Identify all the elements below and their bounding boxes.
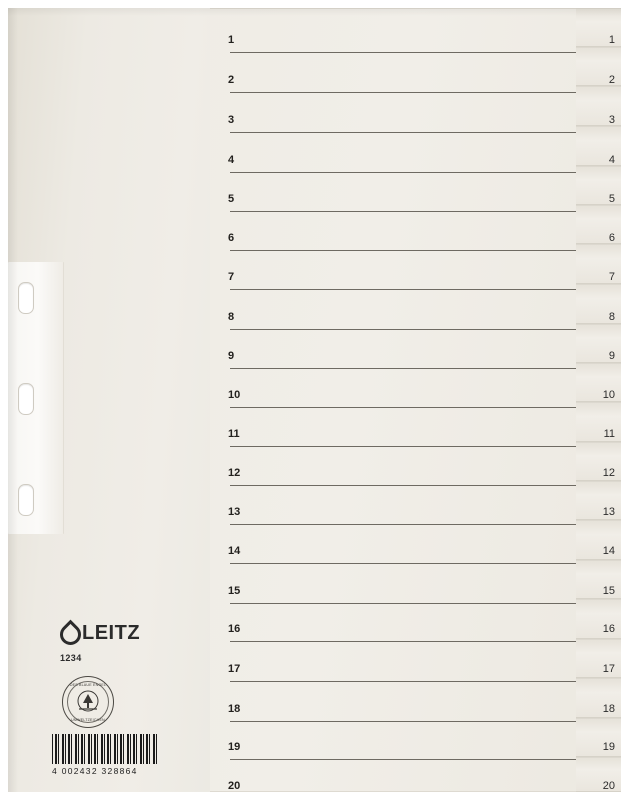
- rule-line: [230, 92, 576, 93]
- rule-line: [230, 721, 576, 722]
- rule-line: [230, 52, 576, 53]
- rule-number: 8: [228, 311, 235, 323]
- rule-number: 18: [228, 703, 241, 715]
- rule-number: 4: [228, 154, 235, 166]
- rule-line: [230, 407, 576, 408]
- top-edge-shading: [8, 8, 621, 16]
- rule-number: 6: [228, 232, 235, 244]
- rule-number: 12: [228, 467, 241, 479]
- seal-figure-icon: [75, 690, 101, 714]
- article-number: 1234: [60, 653, 82, 663]
- index-tab-label: 20: [602, 780, 615, 792]
- rule-line: [230, 759, 576, 760]
- barcode-icon: [52, 734, 157, 764]
- brand-block: [60, 622, 190, 663]
- rule-number: 13: [228, 506, 241, 518]
- index-tab-label: 3: [608, 114, 615, 126]
- punch-hole: [18, 282, 34, 314]
- rule-line: [230, 681, 576, 682]
- index-tab-label: 18: [602, 703, 615, 715]
- punch-hole: [18, 383, 34, 415]
- rule-line: [230, 524, 576, 525]
- rule-number: 3: [228, 114, 235, 126]
- leitz-swirl-icon: [56, 620, 86, 650]
- index-tab-label: 1: [608, 34, 615, 46]
- index-tab-label: 7: [608, 271, 615, 283]
- rule-number: 2: [228, 74, 235, 86]
- index-tab-label: 8: [608, 311, 615, 323]
- thumb-index-tab-column: [576, 8, 621, 792]
- index-tab-label: 16: [602, 623, 615, 635]
- rule-line: [230, 250, 576, 251]
- index-tab-label: 14: [602, 545, 615, 557]
- rule-number: 5: [228, 193, 235, 205]
- rule-line: [230, 485, 576, 486]
- index-tab-label: 6: [608, 232, 615, 244]
- brand-logo: [60, 622, 190, 645]
- rule-line: [230, 172, 576, 173]
- barcode-block: [52, 734, 157, 776]
- rule-number: 11: [228, 428, 240, 440]
- index-tab-label: 15: [602, 585, 615, 597]
- rule-line: [230, 641, 576, 642]
- rule-number: 7: [228, 271, 235, 283]
- rule-line: [230, 289, 576, 290]
- rule-line: [230, 603, 576, 604]
- rule-number: 1: [228, 34, 235, 46]
- index-tab-label: 10: [602, 389, 615, 401]
- index-tab-label: 4: [608, 154, 615, 166]
- seal-top-text: DES BLAUE ENGEL: [69, 683, 107, 687]
- brand-name: LEITZ: [82, 622, 141, 644]
- rule-line: [230, 329, 576, 330]
- punch-hole: [18, 484, 34, 516]
- rule-number: 19: [228, 741, 241, 753]
- index-tab-label: 2: [608, 74, 615, 86]
- index-tab-label: 12: [602, 467, 615, 479]
- index-tab-label: 5: [608, 193, 615, 205]
- rule-number: 10: [228, 389, 241, 401]
- rule-number: 15: [228, 585, 241, 597]
- index-tab-label: 11: [603, 428, 615, 440]
- index-tab-label: 17: [602, 663, 615, 675]
- rule-number: 16: [228, 623, 241, 635]
- ruled-writing-area: [210, 8, 576, 792]
- left-edge-shading: [8, 8, 18, 792]
- rule-line: [230, 368, 576, 369]
- rule-number: 20: [228, 780, 241, 792]
- rule-line: [230, 446, 576, 447]
- rule-number: 14: [228, 545, 241, 557]
- rule-line: [230, 132, 576, 133]
- blue-angel-eco-seal-icon: [62, 676, 114, 728]
- index-tab-label: 13: [602, 506, 615, 518]
- rule-number: 17: [228, 663, 241, 675]
- rule-number: 9: [228, 350, 235, 362]
- index-tab-label: 9: [608, 350, 615, 362]
- seal-bottom-text: UMWELTZEICHEN: [71, 718, 105, 722]
- rule-line: [230, 563, 576, 564]
- barcode-number: 4 002432 328864: [52, 766, 138, 776]
- rule-line: [230, 211, 576, 212]
- index-tab-label: 19: [602, 741, 615, 753]
